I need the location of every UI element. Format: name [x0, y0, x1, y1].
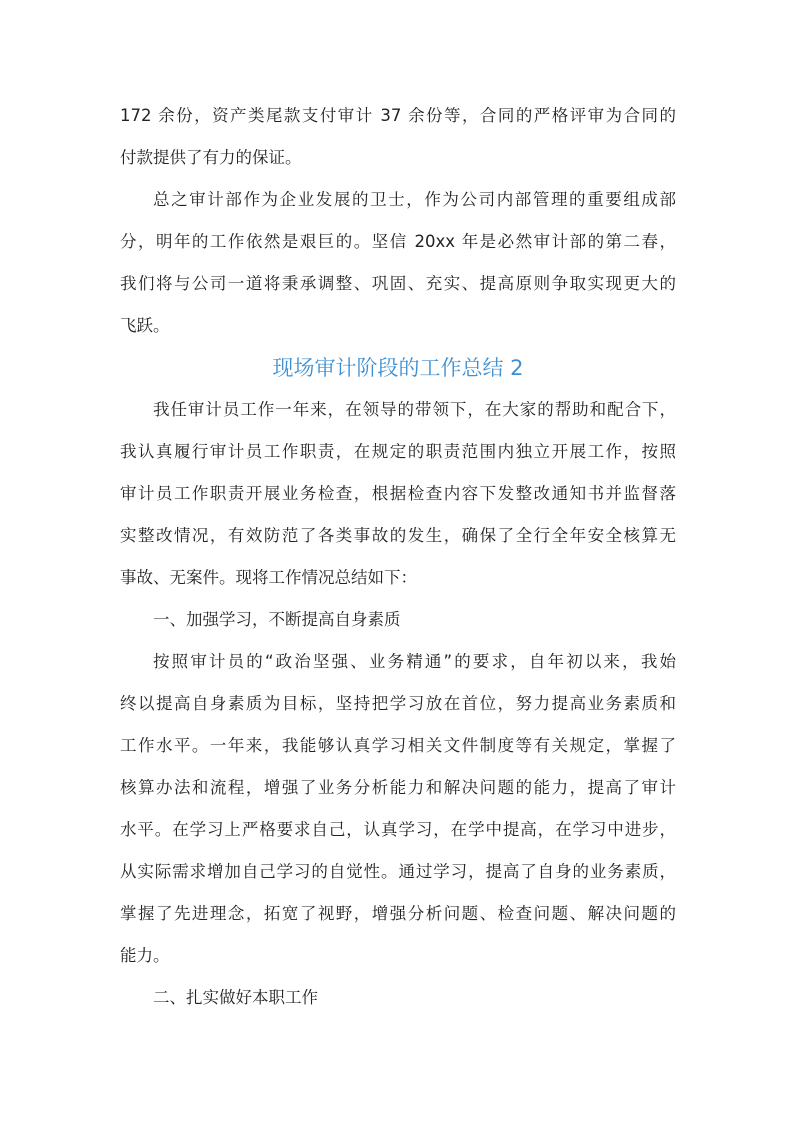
para1-line: 事故、无案件。现将工作情况总结如下：	[120, 568, 417, 587]
para2-line: 终以提高自身素质为目标，坚持把学习放在首位，努力提高业务素质和	[120, 694, 676, 713]
intro-line: 172 余份，资产类尾款支付审计 37 余份等，合同的严格评审为合同的	[120, 106, 676, 125]
para2-line: 核算办法和流程，增强了业务分析能力和解决问题的能力，提高了审计	[120, 778, 676, 797]
conclusion-line: 分，明年的工作依然是艰巨的。坚信 20xx 年是必然审计部的第二春，	[120, 232, 676, 251]
subheading-duty: 二、扎实做好本职工作	[153, 988, 318, 1007]
conclusion-line: 总之审计部作为企业发展的卫士，作为公司内部管理的重要组成部	[153, 190, 676, 209]
conclusion-line: 飞跃。	[120, 316, 170, 335]
para2-line: 从实际需求增加自己学习的自觉性。通过学习，提高了自身的业务素质，	[120, 862, 676, 881]
para1-line: 审计员工作职责开展业务检查，根据检查内容下发整改通知书并监督落	[120, 484, 676, 503]
para2-line: 掌握了先进理念，拓宽了视野，增强分析问题、检查问题、解决问题的	[120, 904, 676, 923]
para2-line: 能力。	[120, 946, 170, 965]
para2-line: 水平。在学习上严格要求自己，认真学习，在学中提高，在学习中进步，	[120, 820, 676, 839]
intro-line: 付款提供了有力的保证。	[120, 148, 302, 167]
section-title: 现场审计阶段的工作总结 2	[272, 356, 524, 380]
para1-line: 实整改情况，有效防范了各类事故的发生，确保了全行全年安全核算无	[120, 526, 676, 545]
subheading-study: 一、加强学习，不断提高自身素质	[153, 610, 401, 629]
para2-line: 工作水平。一年来，我能够认真学习相关文件制度等有关规定，掌握了	[120, 736, 676, 755]
conclusion-line: 我们将与公司一道将秉承调整、巩固、充实、提高原则争取实现更大的	[120, 274, 676, 293]
para1-line: 我任审计员工作一年来，在领导的带领下，在大家的帮助和配合下，	[153, 400, 676, 419]
para1-line: 我认真履行审计员工作职责，在规定的职责范围内独立开展工作，按照	[120, 442, 676, 461]
para2-line: 按照审计员的“政治坚强、业务精通”的要求，自年初以来，我始	[153, 652, 676, 671]
